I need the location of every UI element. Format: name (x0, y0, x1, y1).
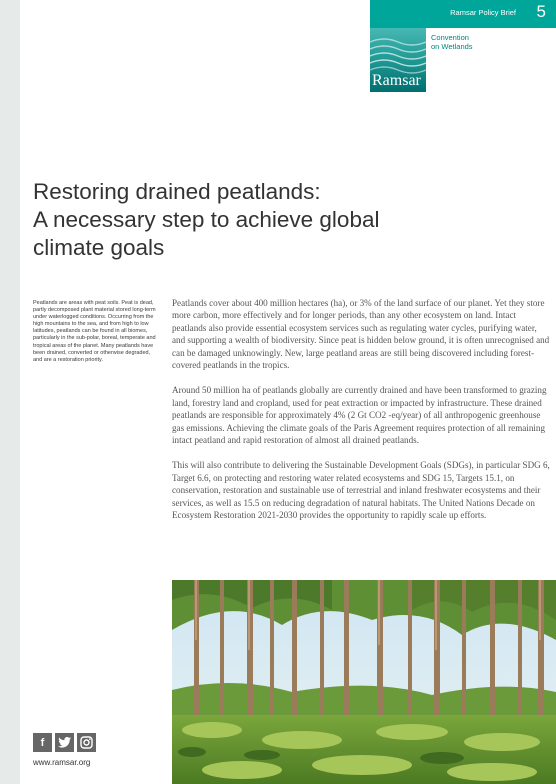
facebook-icon[interactable]: f (33, 733, 52, 752)
side-margin-band (0, 0, 20, 784)
convention-line: on Wetlands (431, 42, 473, 51)
logo-wordmark: Ramsar (372, 72, 421, 89)
title-line: Restoring drained peatlands: (33, 179, 321, 204)
title-line: climate goals (33, 235, 165, 260)
body-paragraph: Around 50 million ha of peatlands globally are currently drained and have been transformed to grazing land, forestry land and cropland, used for peat extraction or impacted by infrastructure. These drained peatlands are responsible for approximately 4% (2 Gt CO2 -eq/year) of all anthropogenic greenhouse gas emissions. Achieving the climate goals of the Paris Agreement requires protection of all remaining intact peatland and rapid restoration of almost all drained peatlands. (172, 385, 547, 446)
page-title (33, 178, 433, 262)
convention-line: Convention (431, 33, 469, 42)
social-links (33, 733, 96, 752)
header-band (370, 0, 556, 28)
body-paragraph: This will also contribute to delivering the Sustainable Development Goals (SDGs), in particular SDG 6, Target 6.6, on protecting and restoring water related ecosystems and SDG 15, Targets 15.1, on conservation, restoration and sustainable use of terrestrial and inland freshwater ecosystems and their services, as well as 15.5 on reducing degradation of natural habitats. The United Nations Decade on Ecosystem Restoration 2021-2030 provides the opportunity to rapidly scale up efforts. (172, 460, 550, 521)
body-paragraph: Peatlands cover about 400 million hectares (ha), or 3% of the land surface of our planet. Yet they store more carbon, more effectively and for longer periods, than any other ecosystem on land. Intact peatlands also provide essential ecosystem services such as regulating water cycles, purifying water, and supporting a wealth of biodiversity. Since peat is hidden below ground, it is often unrecognised and can be damaged unknowingly. New, large peatland areas are still being discovered including forest-covered peatlands in the tropics. (172, 298, 550, 371)
policy-brief-label: Ramsar Policy Brief (450, 8, 516, 17)
body-text (172, 297, 550, 535)
instagram-icon[interactable] (77, 733, 96, 752)
forest-photo (172, 580, 556, 784)
twitter-icon[interactable] (55, 733, 74, 752)
website-link[interactable]: www.ramsar.org (33, 758, 91, 767)
convention-label (431, 33, 521, 51)
sidebar-note: Peatlands are areas with peat soils. Peat is dead, partly decomposed plant material stored long-term under waterlogged conditions. Occurring from the high mountains to the sea, and from high to low latitudes, peatlands can be found in all biomes, particularly in the sub-polar, boreal, temperate and tropical areas of the planet. Many peatlands have been drained, converted or otherwise degraded, and are a restoration priority. (33, 300, 156, 363)
ramsar-logo (370, 28, 426, 92)
title-line: A necessary step to achieve global (33, 207, 380, 232)
policy-brief-number: 5 (536, 2, 546, 21)
